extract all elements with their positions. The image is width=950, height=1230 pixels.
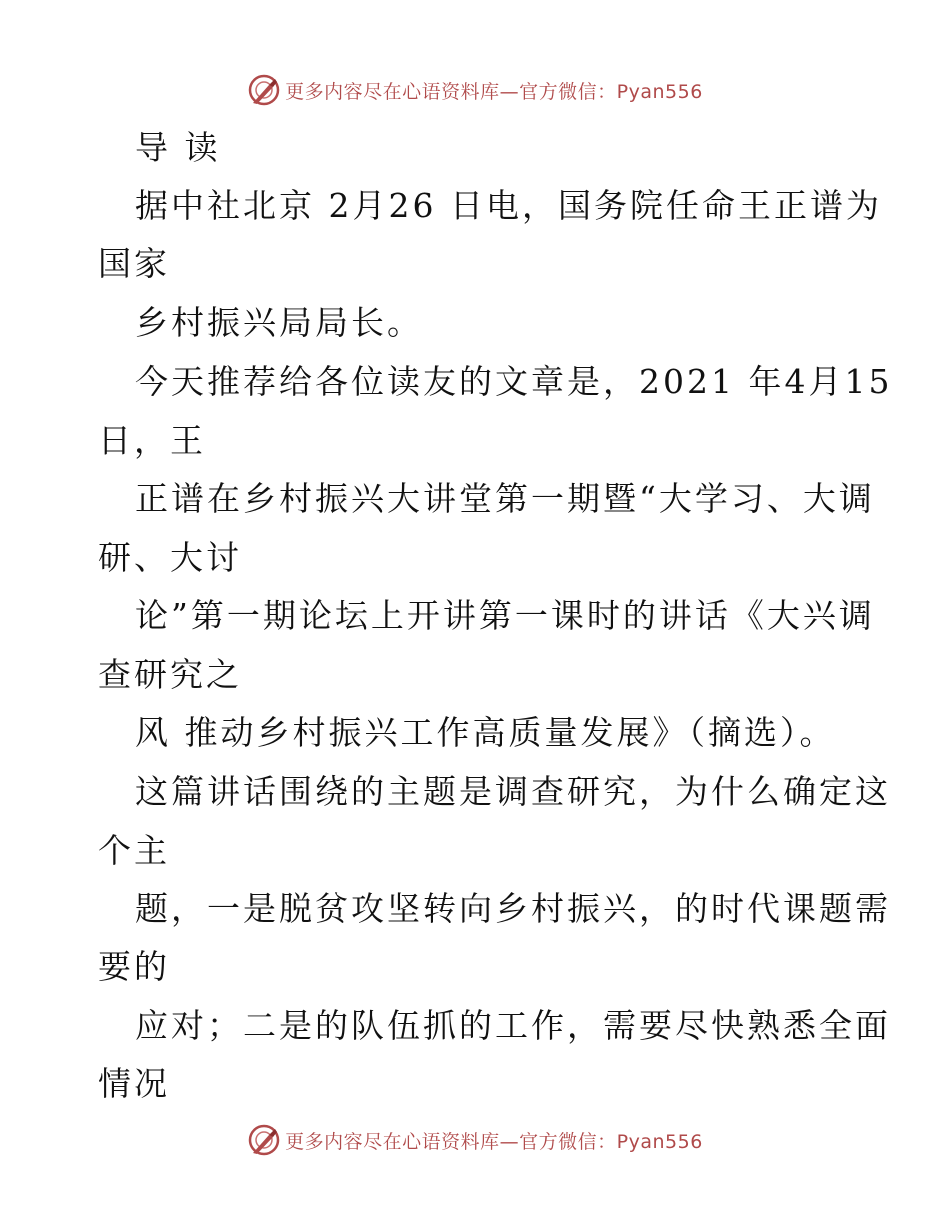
pen-logo-icon: [247, 1123, 281, 1157]
watermark-text: 更多内容尽在心语资料库—官方微信：Pyan556: [285, 80, 703, 103]
paragraph-line: 查研究之: [98, 655, 242, 694]
heading-daodu: 导 读: [135, 128, 221, 167]
header-watermark: [0, 70, 950, 110]
paragraph-line: 今天推荐给各位读友的文章是，2021 年4月15: [135, 362, 893, 401]
footer-watermark: [0, 1120, 950, 1160]
paragraph-line: 情况: [98, 1064, 170, 1103]
paragraph-line: 个主: [98, 831, 170, 870]
paragraph-line: 国家: [98, 244, 170, 283]
paragraph-line: 日，王: [98, 421, 206, 460]
paragraph-line: 要的: [98, 947, 170, 986]
paragraph-line: 论”第一期论坛上开讲第一课时的讲话《大兴调: [135, 596, 875, 635]
watermark-text: 更多内容尽在心语资料库—官方微信：Pyan556: [285, 1130, 703, 1153]
paragraph-line: 题，一是脱贫攻坚转向乡村振兴，的时代课题需: [135, 889, 891, 928]
paragraph-line: 正谱在乡村振兴大讲堂第一期暨“大学习、大调: [135, 479, 875, 518]
paragraph-line: 乡村振兴局局长。: [135, 303, 423, 342]
paragraph-line: 据中社北京 2月26 日电，国务院任命王正谱为: [135, 186, 882, 225]
paragraph-line: 研、大讨: [98, 538, 242, 577]
paragraph-line: 这篇讲话围绕的主题是调查研究，为什么确定这: [135, 772, 891, 811]
pen-logo-icon: [247, 73, 281, 107]
paragraph-line: 风 推动乡村振兴工作高质量发展》（摘选）。: [135, 713, 836, 752]
paragraph-line: 应对；二是的队伍抓的工作，需要尽快熟悉全面: [135, 1006, 891, 1045]
